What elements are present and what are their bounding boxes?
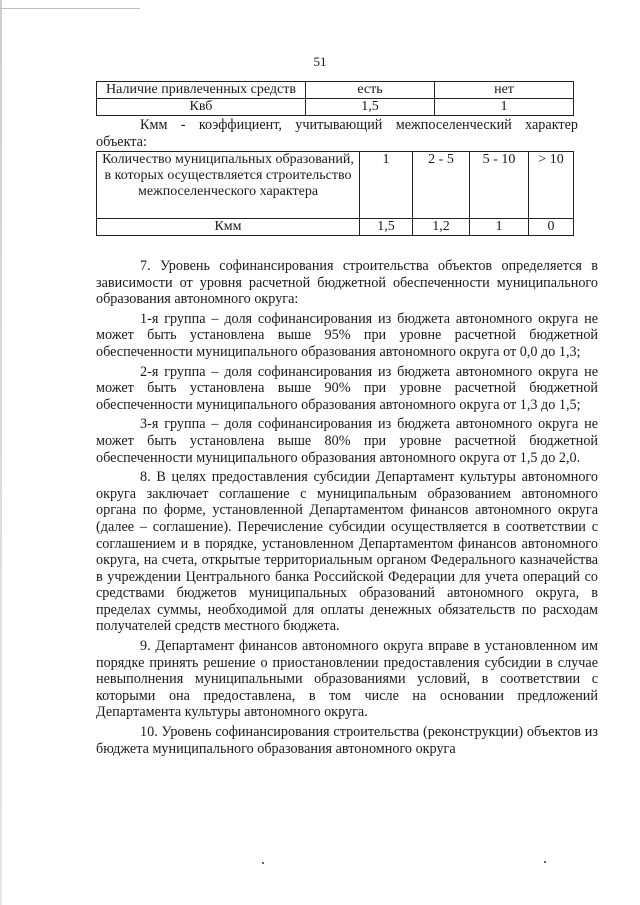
table-header-label: Количество муниципальных образований, в которых осуществляется строительство межпоселенческого характера xyxy=(97,152,360,219)
table-cell: 5 - 10 xyxy=(470,152,529,219)
table-cell: Кмм xyxy=(97,219,360,236)
kmm-caption-line: объекта: xyxy=(96,134,147,150)
paragraph: 3-я группа – доля софинансирования из бюджета автономного округа не может быть установлена выше 80% при уровне расчетной бюджетной обеспеченности муниципального образования автономного округа от 1,5 до 2,0. xyxy=(96,416,598,466)
kmm-caption-line: Кмм - коэффициент, учитывающий межпоселенческий характер xyxy=(140,117,578,133)
paragraph: 2-я группа – доля софинансирования из бюджета автономного округа не может быть установлена выше 90% при уровне расчетной бюджетной обеспеченности муниципального образования автономного округа от 1,3 до 1,5; xyxy=(96,363,598,413)
table-cell: 1 xyxy=(360,152,413,219)
kmm-caption xyxy=(96,117,578,151)
table-row xyxy=(97,152,574,219)
attracted-funds-table xyxy=(96,81,574,116)
table-cell: > 10 xyxy=(529,152,574,219)
table-cell: нет xyxy=(435,82,574,99)
table-cell: 1,5 xyxy=(306,99,435,116)
page-number: 51 xyxy=(313,54,327,69)
scan-speck xyxy=(544,861,546,863)
paragraph: 8. В целях предоставления субсидии Департамент культуры автономного округа заключает соглашение с муниципальным образованием автономного органа по форме, установленной Департаментом финансов автономного округа (далее – соглашение). Перечисление субсидии осуществляется в соответствии с соглашением и в порядке, установленном Департаментом финансов автономного округа, на счета, открытые территориальным органом Федерального казначейства в учреждении Центрального банка Российской Федерации для учета операций со средствами бюджетов муниципальных образований автономного округа, в пределах суммы, необходимой для оплаты денежных обязательств по расходам получателей средств местного бюджета. xyxy=(96,469,598,635)
table-cell: есть xyxy=(306,82,435,99)
table-cell: 1,5 xyxy=(360,219,413,236)
table-row xyxy=(97,99,574,116)
body-text xyxy=(96,258,598,760)
table-cell: Квб xyxy=(97,99,306,116)
table-cell: 0 xyxy=(529,219,574,236)
paragraph: 9. Департамент финансов автономного округа вправе в установленном им порядке принять решение о приостановлении предоставления субсидии в случае невыполнения муниципальными образованиями условий, в соответствии с которыми она предоставлена, в том числе на основании предложений Департамента культуры автономного округа. xyxy=(96,638,598,721)
kmm-table xyxy=(96,151,574,236)
paragraph: 10. Уровень софинансирования строительства (реконструкции) объектов из бюджета муниципального образования автономного округа xyxy=(96,724,598,757)
scan-left-edge xyxy=(0,0,2,905)
table-cell: 1 xyxy=(435,99,574,116)
table-cell: 1 xyxy=(470,219,529,236)
scan-speck xyxy=(262,862,264,864)
table-row xyxy=(97,219,574,236)
table-row xyxy=(97,82,574,99)
table-cell: Наличие привлеченных средств xyxy=(97,82,306,99)
paragraph: 1-я группа – доля софинансирования из бюджета автономного округа не может быть установлена выше 95% при уровне расчетной бюджетной обеспеченности муниципального образования автономного округа от 0,0 до 1,3; xyxy=(96,310,598,360)
paragraph: 7. Уровень софинансирования строительства объектов определяется в зависимости от уровня расчетной бюджетной обеспеченности муниципального образования автономного округа: xyxy=(96,258,598,308)
table-cell: 1,2 xyxy=(413,219,470,236)
table-cell: 2 - 5 xyxy=(413,152,470,219)
scan-top-line xyxy=(0,8,140,9)
